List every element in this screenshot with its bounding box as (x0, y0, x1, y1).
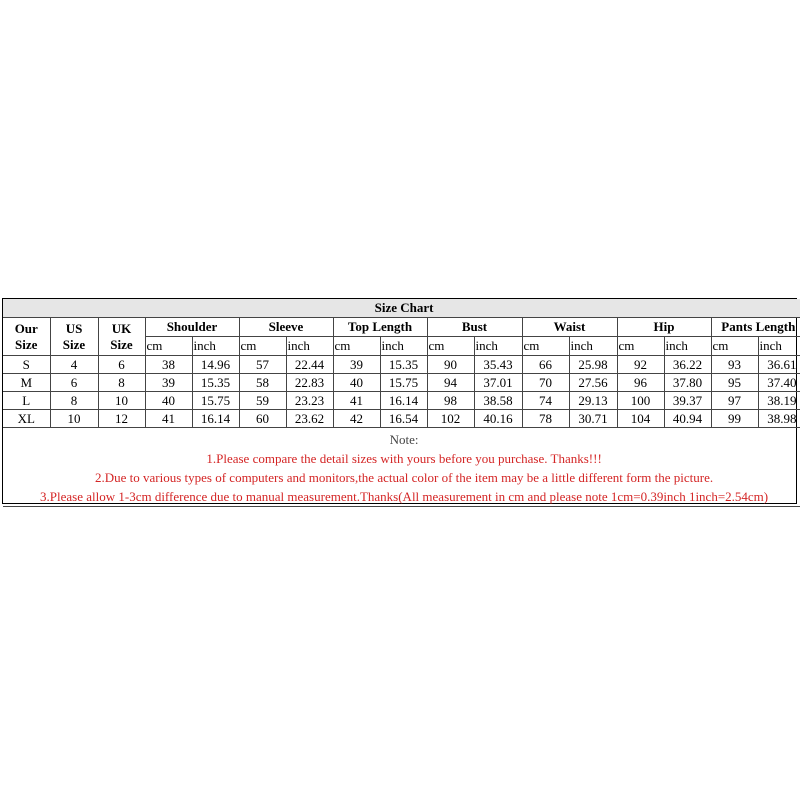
unit-cell: cm (239, 337, 286, 356)
table-cell: 23.62 (286, 410, 333, 428)
table-cell: 58 (239, 374, 286, 392)
table-cell: 42 (333, 410, 380, 428)
table-cell: 78 (522, 410, 569, 428)
table-cell: 39.37 (664, 392, 711, 410)
shoulder-header: Shoulder (145, 318, 239, 337)
table-cell: 8 (50, 392, 98, 410)
table-row (3, 374, 800, 392)
table-cell: 8 (98, 374, 145, 392)
table-cell: 12 (98, 410, 145, 428)
table-cell: 39 (145, 374, 192, 392)
table-cell: XL (3, 410, 50, 428)
table-cell: 74 (522, 392, 569, 410)
table-cell: 22.44 (286, 356, 333, 374)
table-cell: 99 (711, 410, 758, 428)
hip-header: Hip (617, 318, 711, 337)
table-cell: 41 (145, 410, 192, 428)
group-header-row (3, 318, 800, 337)
table-cell: 104 (617, 410, 664, 428)
table-cell: 35.43 (474, 356, 522, 374)
table-cell: 25.98 (569, 356, 617, 374)
table-cell: 15.75 (192, 392, 239, 410)
table-cell: 90 (427, 356, 474, 374)
us-size-header: US Size (50, 318, 98, 356)
table-cell: 38.58 (474, 392, 522, 410)
table-cell: 37.80 (664, 374, 711, 392)
table-cell: L (3, 392, 50, 410)
table-cell: 97 (711, 392, 758, 410)
table-cell: 29.13 (569, 392, 617, 410)
unit-cell: inch (758, 337, 800, 356)
table-cell: 95 (711, 374, 758, 392)
table-cell: 40.16 (474, 410, 522, 428)
table-cell: 39 (333, 356, 380, 374)
table-cell: M (3, 374, 50, 392)
table-cell: 10 (50, 410, 98, 428)
table-cell: 102 (427, 410, 474, 428)
waist-header: Waist (522, 318, 617, 337)
table-cell: 96 (617, 374, 664, 392)
table-row (3, 356, 800, 374)
unit-cell: cm (333, 337, 380, 356)
table-cell: 30.71 (569, 410, 617, 428)
table-cell: 22.83 (286, 374, 333, 392)
table-cell: 6 (50, 374, 98, 392)
table-cell: 10 (98, 392, 145, 410)
table-cell: 14.96 (192, 356, 239, 374)
our-size-header: Our Size (3, 318, 50, 356)
table-body (3, 356, 800, 428)
size-chart (2, 298, 797, 504)
table-cell: 38.19 (758, 392, 800, 410)
sleeve-header: Sleeve (239, 318, 333, 337)
unit-cell: inch (664, 337, 711, 356)
table-cell: 100 (617, 392, 664, 410)
table-cell: 98 (427, 392, 474, 410)
table-cell: 16.54 (380, 410, 427, 428)
table-cell: 70 (522, 374, 569, 392)
table-cell: 40.94 (664, 410, 711, 428)
unit-cell: inch (380, 337, 427, 356)
unit-cell: cm (522, 337, 569, 356)
unit-cell: inch (474, 337, 522, 356)
note-line: 2.Due to various types of computers and monitors,the actual color of the item may be a little different form the picture. (94, 470, 714, 485)
unit-cell: inch (569, 337, 617, 356)
size-table (3, 299, 800, 507)
table-cell: 27.56 (569, 374, 617, 392)
table-cell: 93 (711, 356, 758, 374)
table-cell: 37.01 (474, 374, 522, 392)
note-line: 3.Please allow 1-3cm difference due to manual measurement.Thanks(All measurement in cm and please note 1cm=0.39inch 1inch=2.54cm) (40, 489, 769, 504)
table-cell: 94 (427, 374, 474, 392)
unit-cell: cm (617, 337, 664, 356)
table-cell: 6 (98, 356, 145, 374)
table-cell: 37.40 (758, 374, 800, 392)
table-cell: 40 (145, 392, 192, 410)
unit-cell: cm (427, 337, 474, 356)
table-cell: 40 (333, 374, 380, 392)
table-cell: 36.61 (758, 356, 800, 374)
note-title: Note: (389, 432, 419, 447)
table-cell: 60 (239, 410, 286, 428)
table-cell: 15.35 (192, 374, 239, 392)
table-cell: 36.22 (664, 356, 711, 374)
note-line: 1.Please compare the detail sizes with yours before you purchase. Thanks!!! (206, 451, 602, 466)
table-cell: 4 (50, 356, 98, 374)
table-cell: S (3, 356, 50, 374)
table-row (3, 410, 800, 428)
table-cell: 92 (617, 356, 664, 374)
unit-cell: inch (286, 337, 333, 356)
table-cell: 16.14 (380, 392, 427, 410)
table-cell: 15.75 (380, 374, 427, 392)
table-row (3, 392, 800, 410)
bust-header: Bust (427, 318, 522, 337)
table-cell: 59 (239, 392, 286, 410)
table-cell: 57 (239, 356, 286, 374)
unit-cell: inch (192, 337, 239, 356)
top-length-header: Top Length (333, 318, 427, 337)
table-cell: 15.35 (380, 356, 427, 374)
pants-length-header: Pants Length (711, 318, 800, 337)
table-cell: 23.23 (286, 392, 333, 410)
table-cell: 38 (145, 356, 192, 374)
unit-cell: cm (711, 337, 758, 356)
table-cell: 66 (522, 356, 569, 374)
notes-section (3, 428, 800, 507)
uk-size-header: UK Size (98, 318, 145, 356)
table-cell: 41 (333, 392, 380, 410)
unit-cell: cm (145, 337, 192, 356)
chart-title: Size Chart (3, 299, 800, 318)
table-cell: 38.98 (758, 410, 800, 428)
table-cell: 16.14 (192, 410, 239, 428)
